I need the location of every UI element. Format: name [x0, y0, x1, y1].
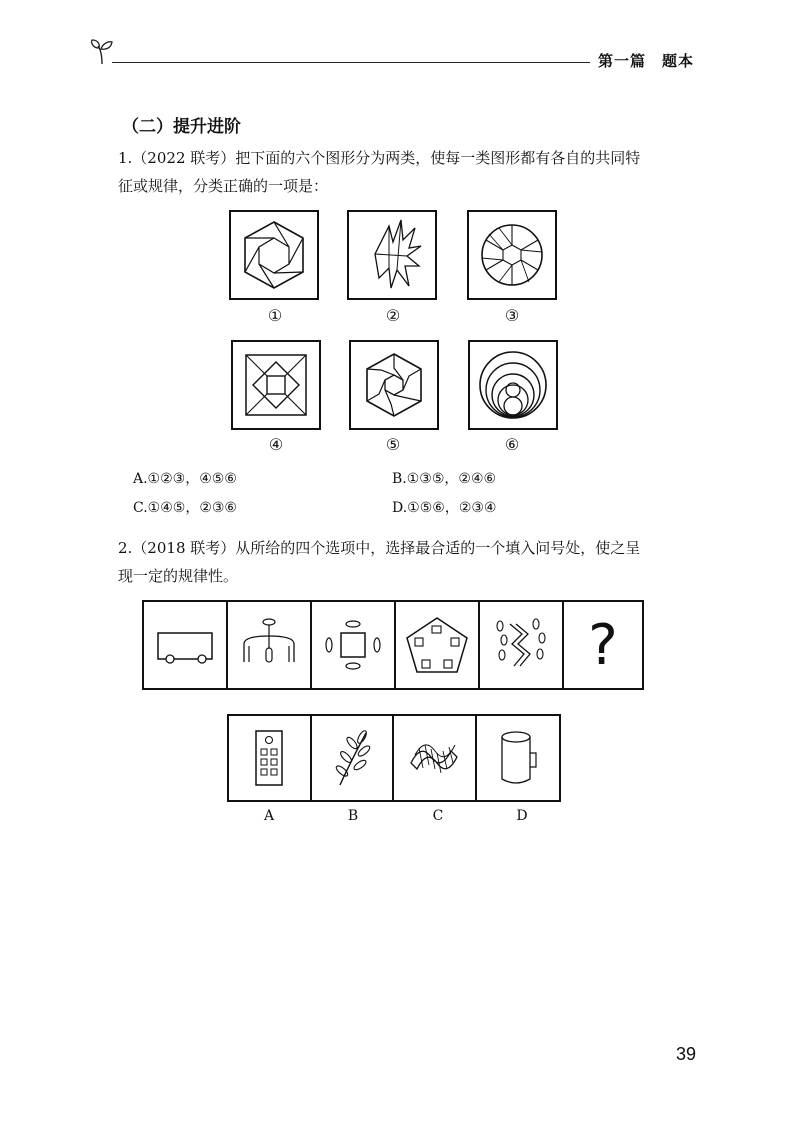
strip-cell-5 — [480, 602, 564, 688]
section-title: （二）提升进阶 — [122, 117, 241, 137]
strip-cell-3 — [312, 602, 396, 688]
figure-5 — [349, 340, 439, 430]
figure-2 — [347, 210, 437, 300]
figure-4 — [231, 340, 321, 430]
answer-label-c: C — [432, 808, 444, 824]
header-rule — [112, 62, 590, 63]
question-1-line1: 1.（2022 联考）把下面的六个图形分为两类，使每一类图形都有各自的共同特 — [118, 149, 641, 167]
question-strip — [142, 600, 644, 690]
option-d[interactable]: D.①⑤⑥，②③④ — [392, 500, 497, 516]
strip-cell-4 — [396, 602, 480, 688]
option-b[interactable]: B.①③⑤，②④⑥ — [392, 471, 497, 487]
answer-label-d: D — [516, 808, 528, 824]
answer-label-b: B — [347, 808, 359, 824]
figure-4-label: ④ — [268, 435, 284, 454]
strip-cell-2 — [228, 602, 312, 688]
question-2-line1: 2.（2018 联考）从所给的四个选项中，选择最合适的一个填入问号处，使之呈 — [118, 539, 641, 557]
question-1-text — [118, 144, 698, 200]
answer-cell-d[interactable] — [477, 716, 559, 800]
question-1-line2: 征或规律，分类正确的一项是： — [118, 177, 329, 195]
figure-5-label: ⑤ — [385, 435, 401, 454]
page-number: 39 — [676, 1044, 697, 1064]
figure-1 — [229, 210, 319, 300]
strip-cell-1 — [144, 602, 228, 688]
figure-3-label: ③ — [504, 306, 520, 325]
answer-cell-b[interactable] — [312, 716, 395, 800]
figure-1-label: ① — [267, 306, 283, 325]
answer-cell-a[interactable] — [229, 716, 312, 800]
header-section: 第一篇 题本 — [598, 52, 695, 70]
answer-strip — [227, 714, 561, 802]
option-c[interactable]: C.①④⑤，②③⑥ — [133, 500, 237, 516]
figure-6-label: ⑥ — [504, 435, 520, 454]
option-a[interactable]: A.①②③，④⑤⑥ — [133, 471, 237, 487]
figure-3 — [467, 210, 557, 300]
question-2-text — [118, 534, 698, 590]
answer-label-a: A — [263, 808, 275, 824]
question-mark: ? — [588, 612, 618, 678]
figure-2-label: ② — [385, 306, 401, 325]
figure-6 — [468, 340, 558, 430]
answer-cell-c[interactable] — [394, 716, 477, 800]
question-2-line2: 现一定的规律性。 — [118, 567, 239, 585]
